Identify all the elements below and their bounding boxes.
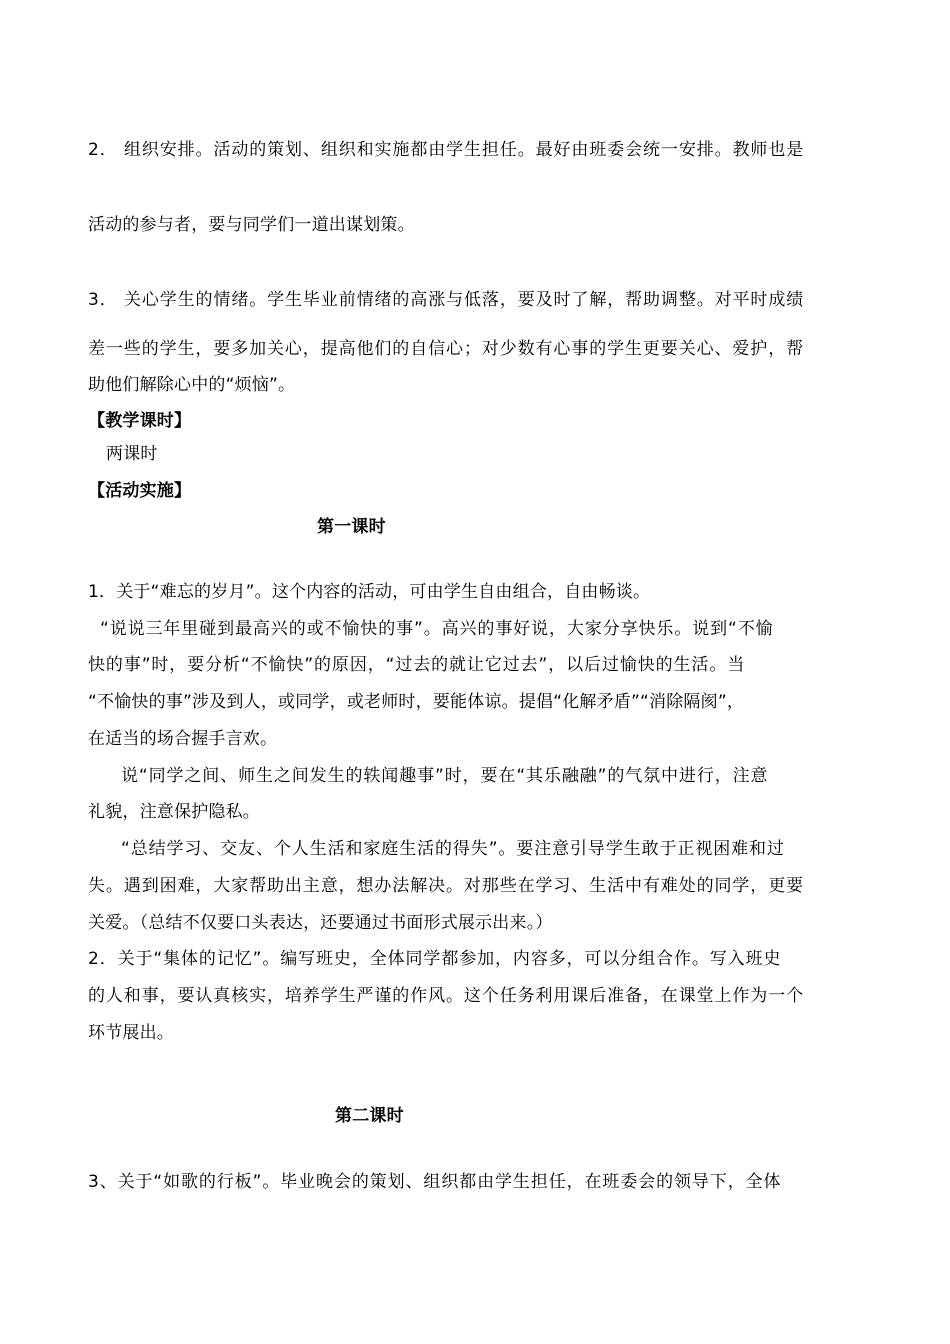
paragraph-line: 2． 组织安排。活动的策划、组织和实施都由学生担任。最好由班委会统一安排。教师也是 — [88, 140, 805, 160]
paragraph-line: 差一些的学生，要多加关心，提高他们的自信心；对少数有心事的学生更要关心、爱护，帮 — [88, 339, 804, 359]
paragraph-line: 1．关于“难忘的岁月”。这个内容的活动，可由学生自由组合，自由畅谈。 — [88, 582, 651, 602]
lesson-two-heading: 第二课时 — [335, 1106, 404, 1126]
paragraph-line: “说说三年里碰到最高兴的或不愉快的事”。高兴的事好说，大家分享快乐。说到“不愉 — [100, 619, 774, 639]
paragraph-line: 3． 关心学生的情绪。学生毕业前情绪的高涨与低落，要及时了解，帮助调整。对平时成绩 — [88, 290, 805, 310]
section-heading-schedule: 【教学课时】 — [88, 411, 192, 431]
paragraph-line: 2．关于“集体的记忆”。编写班史，全体同学都参加，内容多，可以分组合作。写入班史 — [88, 949, 782, 969]
paragraph-line: 环节展出。 — [88, 1023, 174, 1043]
paragraph-line: 的人和事，要认真核实，培养学生严谨的作风。这个任务利用课后准备，在课堂上作为一个 — [88, 986, 804, 1006]
lesson-one-heading: 第一课时 — [317, 517, 386, 537]
paragraph-line: “总结学习、交友、个人生活和家庭生活的得失”。要注意引导学生敢于正视困难和过 — [121, 839, 785, 859]
schedule-text: 两课时 — [106, 444, 158, 464]
section-heading-implementation: 【活动实施】 — [88, 481, 192, 501]
paragraph-line: 关爱。（总结不仅要口头表达，还要通过书面形式展示出来。） — [88, 913, 553, 933]
paragraph-line: “不愉快的事”涉及到人，或同学，或老师时，要能体谅。提倡“化解矛盾”“消除隔阂”， — [88, 692, 745, 712]
paragraph-line: 3、关于“如歌的行板”。毕业晚会的策划、组织都由学生担任，在班委会的领导下，全体 — [88, 1172, 782, 1192]
paragraph-line: 快的事”时，要分析“不愉快”的原因，“过去的就让它过去”，以后过愉快的生活。当 — [88, 655, 746, 675]
paragraph-line: 礼貌，注意保护隐私。 — [88, 802, 260, 822]
paragraph-line: 在适当的场合握手言欢。 — [88, 729, 278, 749]
paragraph-line: 活动的参与者，要与同学们一道出谋划策。 — [88, 215, 415, 235]
paragraph-line: 失。遇到困难，大家帮助出主意，想办法解决。对那些在学习、生活中有难处的同学，更要 — [88, 876, 804, 896]
paragraph-line: 说“同学之间、师生之间发生的轶闻趣事”时，要在“其乐融融”的气氛中进行，注意 — [121, 766, 769, 786]
paragraph-line: 助他们解除心中的“烦恼”。 — [88, 375, 296, 395]
